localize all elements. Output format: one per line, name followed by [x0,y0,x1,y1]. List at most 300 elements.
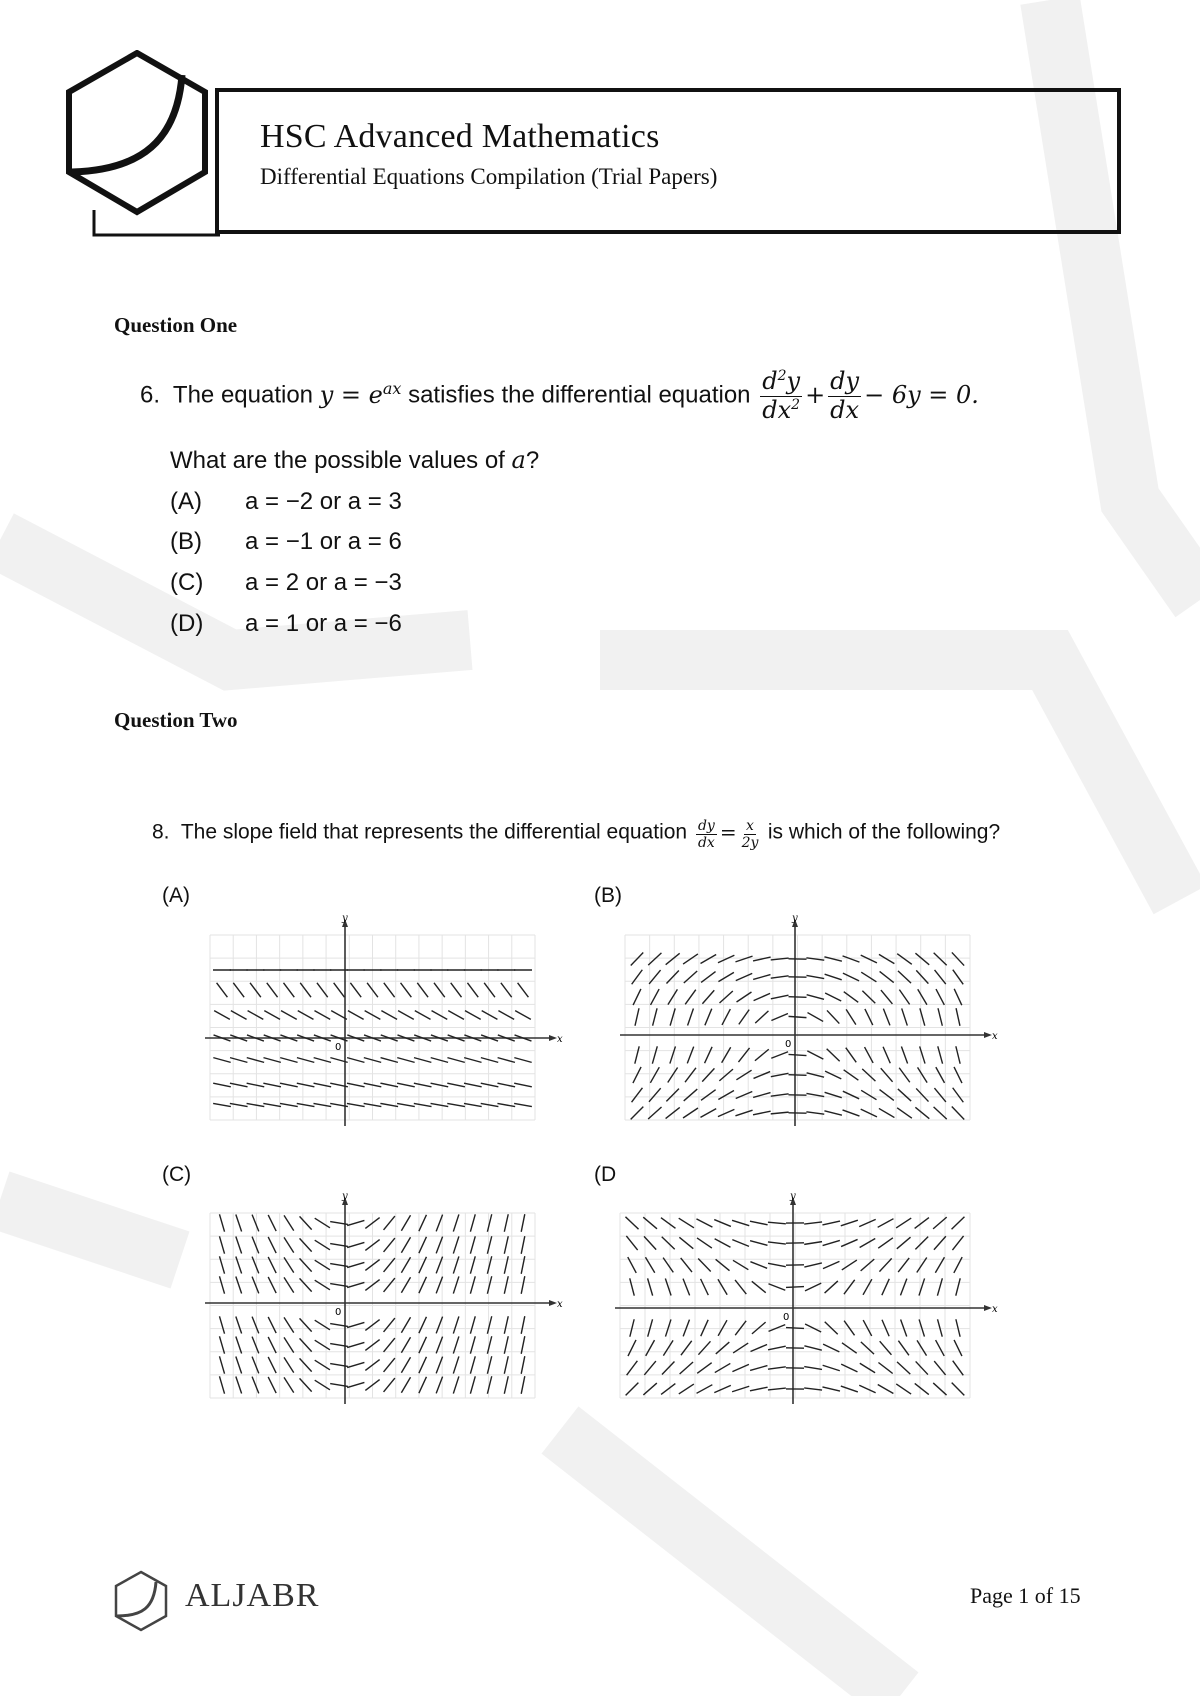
slope-segment [715,1239,731,1248]
slope-segment [789,1054,807,1055]
slope-segment [823,1240,840,1245]
slope-segment [843,973,859,981]
slope-segment [768,1222,786,1224]
slope-segment [252,1277,259,1294]
slope-segment [936,989,944,1005]
slope-segment [300,1318,312,1331]
y-axis-label: y [790,1193,796,1202]
slope-segment [481,1083,499,1087]
slope-segment [753,975,770,980]
origin-label: 0 [783,1312,790,1323]
slope-segment [419,1237,427,1253]
slope-segment [482,1011,498,1020]
stem-text-before: The equation [172,381,314,409]
slope-segment [823,1344,839,1352]
slope-segment [646,1340,655,1356]
slope-segment [732,1364,748,1371]
slope-segment [628,1340,636,1356]
slope-segment [901,1320,907,1337]
page-subtitle: Differential Equations Compilation (Trial Papers) [260,164,718,189]
slope-segment [705,1009,712,1026]
question-number: 8. [152,820,170,844]
slope-segment [841,1220,858,1226]
slope-segment [252,1237,259,1254]
slope-segment [284,1215,294,1230]
panel-a-label: (A) [162,884,190,907]
slope-segment [771,1112,789,1114]
slope-segment [470,1336,475,1353]
slope-segment [702,990,714,1004]
slope-segment [300,1258,312,1271]
slope-segment [521,1214,525,1232]
question-one-prompt: What are the possible values of a? [170,446,540,474]
slope-segment [487,1236,491,1253]
slope-segment [952,1236,963,1250]
slope-segment [825,974,842,980]
slope-segment [861,1259,875,1271]
slope-segment [431,1083,449,1087]
origin-label: 0 [335,1307,342,1318]
slope-segment [284,1377,294,1392]
slope-segment [514,1058,531,1063]
slope-segment [219,1356,224,1373]
slope-segment [666,953,680,964]
slope-segment [464,1058,481,1063]
origin-label: 0 [785,1039,792,1050]
slope-segment [236,1276,242,1293]
slope-segment [860,1239,876,1248]
slope-segment [419,1337,427,1353]
slope-segment [434,983,445,997]
slope-segment [453,1276,459,1293]
slope-segment [771,1052,788,1058]
slope-segment [401,1277,410,1292]
x-axis-arrow [984,1032,992,1038]
slope-segment [807,995,824,1000]
slope-segment [267,983,278,997]
slope-segment [230,1083,248,1087]
slope-segment [625,1217,638,1229]
slope-segment [436,1237,442,1254]
slope-segment [230,1058,247,1063]
slope-segment [722,1047,731,1063]
stem-text-before: The slope field that represents the differential equation [180,820,688,844]
slope-segment [696,1219,712,1227]
slope-segment [844,1070,859,1080]
slope-segment [263,1058,280,1063]
question-two-stem [152,818,1000,851]
slope-segment [250,983,261,997]
slope-segment [247,1103,265,1106]
slope-segment [297,1103,315,1106]
slope-segment [219,1336,224,1353]
slope-segment [384,1278,395,1292]
slope-segment [954,1067,962,1083]
slope-segment [697,1363,711,1374]
slope-segment [297,1058,314,1063]
slope-segment [663,1340,673,1355]
slope-segment [934,1107,947,1119]
slope-segment [219,1214,224,1231]
slope-segment [733,1260,748,1269]
slope-segment [401,1357,410,1372]
slope-segment [487,1316,491,1333]
slope-segment [899,990,909,1005]
slope-segment [252,1317,259,1334]
slope-segment [735,1321,746,1335]
slope-segment [844,1321,854,1336]
slope-segment [264,1011,280,1020]
slope-segment [252,1377,259,1394]
slope-segment [497,1083,515,1087]
slope-segment [898,1258,909,1272]
slope-segment [504,1316,508,1334]
slope-segment [504,1356,508,1374]
header-box [215,88,1121,234]
slope-segment [768,1388,786,1390]
slope-segment [630,1319,634,1336]
slope-segment [213,1083,231,1087]
slope-segment [666,1089,679,1102]
slope-segment [453,1236,459,1253]
slope-segment [268,1377,276,1393]
slope-segment [718,972,733,981]
slope-segment [680,1362,693,1374]
slope-segment [698,1259,711,1272]
slope-segment [348,1011,364,1020]
slope-segment [861,1342,874,1354]
slope-segment [398,1011,414,1020]
slope-segment [213,1103,231,1106]
x-axis-arrow [549,1300,557,1306]
slope-segment [447,1083,465,1087]
slope-segment [632,970,643,985]
slope-segment [284,1337,294,1352]
slope-segment [861,1090,876,1099]
slope-segment [861,1109,877,1117]
stem-text-middle: satisfies the differential equation [408,381,751,409]
slope-segment [952,1383,965,1396]
slope-segment [213,1058,230,1063]
slope-segment [236,1214,242,1231]
slope-segment [937,1278,942,1295]
slope-segment [648,953,661,965]
slope-segment [653,1008,657,1025]
slope-segment [487,1214,491,1231]
slope-segment [735,1110,752,1116]
slope-segment [846,1009,856,1024]
slope-segment [652,1046,657,1063]
slope-segment [236,1356,242,1373]
slope-segment [714,1220,731,1227]
slope-segment [752,1281,766,1292]
x-axis-label: x [992,1304,998,1315]
slope-segment [718,1091,734,1100]
slope-segment [881,990,892,1004]
x-axis-label: x [557,1299,563,1310]
slope-segment [314,1058,331,1063]
slope-segment [644,1361,656,1375]
slope-segment [859,1385,875,1393]
slope-segment [470,1356,475,1373]
slope-segment [280,1058,297,1063]
slope-segment [953,970,963,985]
slope-segment [635,1046,639,1063]
slope-segment [284,1357,294,1372]
slope-segment [219,1376,224,1393]
slope-segment [219,1236,224,1253]
slope-segment [633,989,641,1005]
slope-segment [648,1319,653,1336]
slope-segment [518,983,529,997]
slope-segment [841,1386,858,1392]
slope-segment [648,1107,661,1119]
slope-segment [350,983,361,997]
slope-segment [917,1340,926,1355]
slope-segment [825,1322,838,1334]
equation-y-exp: $y = e^{ax}$ [319,378,402,409]
slope-segment [470,1376,475,1393]
slope-segment [683,1320,689,1337]
slope-segment [768,1284,785,1290]
panel-c-label: (C) [162,1163,192,1186]
slope-segment [771,1094,789,1096]
slope-segment [719,1069,733,1081]
slope-segment [465,1011,481,1020]
slope-segment [436,1377,442,1394]
slope-segment [718,955,734,962]
differential-equation: $\frac{d^2y}{dx^2}$ + $\frac{dy}{dx}$ − 6y = 0. [762,367,979,424]
slope-segment [300,1278,312,1291]
slope-segment [898,1089,911,1101]
slope-segment [504,1336,508,1354]
option-c[interactable]: (C) a = 2 or a = −3 [170,569,402,596]
slope-segment [915,1237,928,1250]
slope-segment [401,1215,410,1230]
slope-segment [236,1336,242,1353]
slope-segment [701,1090,716,1101]
slope-segment [896,1384,911,1394]
slope-field-a[interactable] [200,915,565,1130]
slope-segment [300,1238,312,1251]
slope-segment [824,957,841,961]
slope-field-d[interactable] [610,1193,1000,1408]
slope-segment [521,1336,525,1354]
slope-segment [900,1279,906,1296]
slope-segment [806,1112,824,1114]
x-axis-label: x [557,1034,563,1045]
x-axis-arrow [984,1305,992,1311]
slope-segment [954,1340,962,1356]
slope-segment [915,953,929,965]
slope-segment [521,1356,525,1374]
header-bracket [92,210,222,240]
slope-segment [504,1236,508,1254]
slope-segment [879,954,894,963]
slope-segment [661,1384,675,1395]
slope-segment [750,1241,767,1246]
slope-segment [863,1279,872,1295]
slope-segment [501,983,512,997]
slope-segment [752,1322,766,1334]
slope-segment [736,1070,751,1080]
option-b[interactable]: (B) a = −1 or a = 6 [170,528,402,555]
slope-segment [384,1238,395,1252]
slope-segment [938,1319,943,1336]
slope-segment [263,1083,281,1087]
slope-segment [252,1357,259,1374]
slope-segment [918,1067,928,1082]
slope-segment [901,1047,907,1064]
footer-brand: ALJABR [185,1577,320,1614]
slope-segment [735,956,752,962]
slope-segment [915,1383,929,1394]
slope-segment [823,1261,839,1268]
slope-segment [384,1318,395,1332]
slope-segment [687,1047,693,1064]
slope-segment [683,1279,690,1296]
slope-segment [626,1383,639,1396]
slope-segment [883,1009,890,1026]
question-one-heading: Question One [114,313,238,337]
slope-segment [956,1008,960,1026]
slope-segment [666,1107,680,1118]
slope-segment [862,1069,875,1081]
slope-segment [698,1341,710,1354]
slope-segment [453,1356,459,1373]
slope-segment [668,989,677,1004]
slope-segment [697,1238,712,1248]
slope-field-b[interactable] [615,915,1000,1130]
slope-segment [842,1260,857,1270]
slope-segment [718,1320,727,1336]
slope-segment [718,1279,727,1294]
y-axis-label: y [792,915,798,924]
slope-segment [918,989,927,1004]
slope-segment [521,1376,525,1394]
slope-segment [233,983,244,997]
slope-segment [714,1385,731,1392]
slope-segment [214,1011,230,1020]
slope-segment [481,1103,499,1106]
slope-segment [822,1387,840,1391]
option-a[interactable]: (A) a = −2 or a = 3 [170,488,402,515]
slope-segment [679,1218,694,1228]
slope-segment [268,1337,276,1353]
slope-segment [807,1051,823,1059]
option-d[interactable]: (D) a = 1 or a = −6 [170,610,402,637]
slope-segment [878,1363,892,1374]
y-axis-label: y [342,1193,348,1202]
slope-segment [649,970,660,984]
slope-segment [464,1103,482,1106]
slope-segment [825,1071,841,1079]
slope-segment [419,1215,427,1231]
slope-segment [956,1319,960,1336]
slope-segment [436,1277,442,1294]
slope-segment [397,1058,414,1063]
slope-segment [804,1367,822,1370]
slope-segment [453,1316,459,1333]
slope-segment [436,1215,442,1232]
slope-segment [300,1216,312,1229]
slope-segment [934,1361,945,1375]
slope-segment [861,955,877,963]
slope-segment [236,1316,242,1333]
slope-segment [334,983,345,997]
slope-segment [453,1336,459,1353]
slope-segment [825,993,841,1001]
slope-segment [804,1263,822,1267]
slope-segment [862,991,875,1004]
slope-segment [879,1258,891,1271]
slope-segment [882,1320,889,1337]
slope-segment [789,997,807,998]
slope-segment [219,1276,224,1293]
slope-segment [807,1013,823,1022]
slope-segment [897,1362,910,1374]
slope-segment [268,1277,276,1293]
slope-field-c[interactable] [200,1193,565,1408]
slope-segment [805,1283,821,1291]
slope-segment [841,1239,858,1246]
slope-segment [843,956,860,962]
slope-segment [487,1336,491,1353]
slope-segment [313,1103,331,1106]
page-number: Page 1 of 15 [970,1583,1081,1608]
slope-segment [843,1110,860,1116]
slope-segment [824,1111,841,1115]
slope-segment [879,1108,895,1117]
slope-segment [384,983,395,997]
slope-segment [880,1341,892,1355]
slope-segment [806,1093,824,1096]
slope-segment [315,1360,330,1370]
slope-segment [401,1317,410,1332]
slope-segment [217,983,228,997]
slope-segment [841,1364,857,1372]
slope-segment [934,1088,945,1102]
slope-segment [419,1317,427,1333]
slope-segment [315,1260,330,1270]
slope-segment [627,1361,638,1375]
slope-segment [786,1328,804,1329]
slope-segment [685,990,696,1005]
slope-segment [381,1011,397,1020]
slope-segment [300,983,311,997]
slope-segment [401,1237,410,1252]
slope-segment [470,1236,475,1253]
slope-segment [701,1279,709,1295]
slope-segment [915,1218,929,1229]
slope-segment [846,1048,856,1063]
slope-segment [718,1109,734,1116]
slope-segment [436,1317,442,1334]
slope-segment [679,1237,693,1248]
slope-segment [902,1008,908,1025]
slope-segment [934,1236,946,1249]
slope-segment [397,1103,415,1106]
slope-segment [315,1380,330,1390]
slope-segment [661,1218,676,1229]
slope-segment [737,992,752,1002]
slope-segment [436,1337,442,1354]
slope-segment [263,1103,281,1106]
slope-segment [805,1324,821,1332]
slope-segment [701,1320,708,1336]
slope-segment [897,1237,911,1249]
logo-hexagon-icon [62,50,212,220]
